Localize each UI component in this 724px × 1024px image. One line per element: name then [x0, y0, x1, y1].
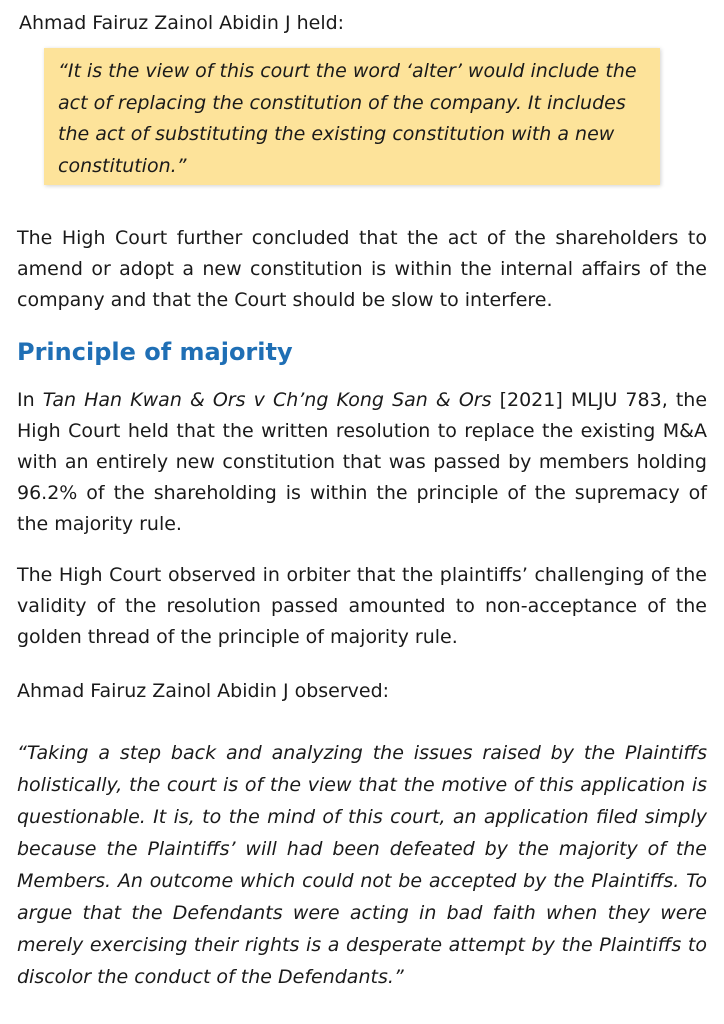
case-name: Tan Han Kwan & Ors v Ch’ng Kong San & Ors [42, 389, 492, 411]
highlighted-quote-box [44, 48, 660, 185]
paragraph-prefix: In [17, 389, 43, 411]
paragraph-orbiter-observation: The High Court observed in orbiter that the plaintiffs’ challenging of the validity of the resolution passed amounted to non-acceptance of the golden thread of the principle of majority rule. [17, 564, 707, 648]
paragraph-judge-observed: Ahmad Fairuz Zainol Abidin J observed: [17, 680, 390, 702]
judge-quote: “Taking a step back and analyzing the issues raised by the Plaintiffs holistically, the court is of the view that the motive of this application is questionable. It is, to the mind of this court, an application filed simply because the Plaintiffs’ will had been defeated by the majority of the Members. An outcome which could not be accepted by the Plaintiffs. To argue that the Defendants were acting in bad faith when they were merely exercising their rights is a desperate attempt by the Plaintiffs to discolor the conduct of the Defendants.” [17, 742, 707, 988]
paragraph-suffix: [2021] MLJU 783, the High Court held that the written resolution to replace the existing M&A with an entirely new constitution that was passed by members holding 96.2% of the shareholding is within the principle of the supremacy of the majority rule. [17, 389, 708, 535]
paragraph-case-summary [17, 385, 707, 540]
intro-text: Ahmad Fairuz Zainol Abidin J held: [19, 12, 345, 34]
paragraph-high-court-conclusion: The High Court further concluded that the act of the shareholders to amend or adopt a new constitution is within the internal affairs of the company and that the Court should be slow to interfere. [17, 227, 707, 311]
section-heading: Principle of majority [17, 338, 293, 366]
highlighted-quote-text: “It is the view of this court the word ‘alter’ would include the act of replacing the constitution of the company. It includes the act of substituting the existing constitution with a new constitution.” [58, 60, 637, 177]
